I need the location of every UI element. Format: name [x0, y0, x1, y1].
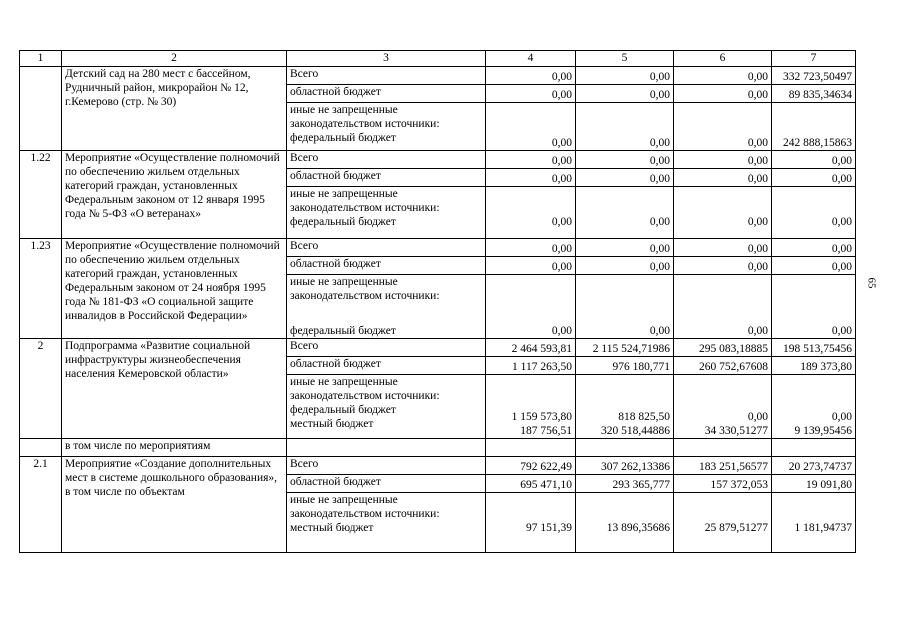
source-label: областной бюджет — [287, 257, 486, 275]
row-number: 2 — [20, 339, 62, 439]
value-cell: 0,00 — [674, 275, 772, 339]
value-cell: 0,00 — [674, 169, 772, 187]
value-cell: 25 879,51277 — [674, 493, 772, 553]
value-cell: 97 151,39 — [486, 493, 576, 553]
source-label-multi — [287, 103, 486, 151]
source-label: местный бюджет — [290, 418, 374, 431]
value-cell: 0,00 — [747, 410, 768, 423]
value-cell: 1 181,94737 — [772, 493, 856, 553]
value-cell: 0,00 — [772, 257, 856, 275]
value-cell: 0,00 — [772, 169, 856, 187]
value-cell: 0,00 — [674, 103, 772, 151]
header-cell: 4 — [486, 51, 576, 67]
value-cell: 2 115 524,71986 — [576, 339, 674, 357]
value-cell-pair — [674, 375, 772, 439]
source-label-multi — [287, 375, 486, 439]
source-label: федеральный бюджет — [290, 324, 396, 337]
source-label: областной бюджет — [287, 475, 486, 493]
value-cell: 19 091,80 — [772, 475, 856, 493]
value-cell-pair — [576, 375, 674, 439]
value-cell: 0,00 — [772, 151, 856, 169]
header-cell: 2 — [62, 51, 287, 67]
source-label-multi — [287, 187, 486, 239]
source-label: Всего — [287, 67, 486, 85]
value-cell-pair — [486, 375, 576, 439]
value-cell: 13 896,35686 — [576, 493, 674, 553]
source-label: Всего — [287, 457, 486, 475]
source-label-multi — [287, 493, 486, 553]
empty-cell — [20, 439, 62, 457]
value-cell: 198 513,75456 — [772, 339, 856, 357]
value-cell: 0,00 — [674, 85, 772, 103]
value-cell: 0,00 — [486, 187, 576, 239]
value-cell: 0,00 — [576, 67, 674, 85]
header-cell: 1 — [20, 51, 62, 67]
value-cell: 0,00 — [486, 275, 576, 339]
value-cell: 0,00 — [674, 67, 772, 85]
header-cell: 3 — [287, 51, 486, 67]
value-cell: 9 139,95456 — [794, 424, 852, 437]
header-cell: 7 — [772, 51, 856, 67]
table-row — [20, 339, 856, 357]
table-row — [20, 67, 856, 85]
source-label: федеральный бюджет — [290, 132, 396, 145]
row-number: 2.1 — [20, 457, 62, 553]
value-cell: 293 365,777 — [576, 475, 674, 493]
value-cell: 34 330,51277 — [704, 424, 768, 437]
value-cell: 187 756,51 — [520, 424, 572, 437]
value-cell: 0,00 — [576, 275, 674, 339]
value-cell: 0,00 — [486, 67, 576, 85]
value-cell: 818 825,50 — [618, 410, 670, 423]
value-cell: 0,00 — [772, 187, 856, 239]
value-cell: 0,00 — [674, 257, 772, 275]
value-cell: 0,00 — [486, 85, 576, 103]
value-cell: 332 723,50497 — [772, 67, 856, 85]
source-label: областной бюджет — [287, 169, 486, 187]
row-number — [20, 67, 62, 151]
value-cell: 0,00 — [831, 410, 852, 423]
note-text: в том числе по мероприятиям — [62, 439, 287, 457]
source-label: иные не запрещенные законодательством источники: — [290, 276, 440, 303]
row-name: Мероприятие «Осуществление полномочий по обеспечению жильем отдельных категорий граждан, установленных Федеральным законом от 24 ноября 1995 года № 181-ФЗ «О социальной защите инвалидов в Российской Федерации» — [62, 239, 287, 339]
value-cell: 0,00 — [486, 103, 576, 151]
row-name: Мероприятие «Осуществление полномочий по обеспечению жильем отдельных категорий граждан, установленных Федеральным законом от 12 января 1995 года № 5-ФЗ «О ветеранах» — [62, 151, 287, 239]
value-cell: 0,00 — [772, 275, 856, 339]
value-cell: 0,00 — [576, 169, 674, 187]
value-cell: 1 159 573,80 — [511, 410, 572, 423]
source-label-multi — [287, 275, 486, 339]
source-label: иные не запрещенные законодательством источники: — [290, 494, 440, 521]
row-name: Детский сад на 280 мест с бассейном, Рудничный район, микрорайон № 12, г.Кемерово (стр. № 30) — [62, 67, 287, 151]
row-number: 1.23 — [20, 239, 62, 339]
table-row — [20, 439, 856, 457]
source-label: Всего — [287, 239, 486, 257]
source-label: областной бюджет — [287, 85, 486, 103]
source-label: Всего — [287, 151, 486, 169]
page-number: 65 — [865, 277, 878, 289]
source-label: областной бюджет — [287, 357, 486, 375]
value-cell: 0,00 — [576, 257, 674, 275]
value-cell: 295 083,18885 — [674, 339, 772, 357]
value-cell: 0,00 — [576, 187, 674, 239]
value-cell: 242 888,15863 — [772, 103, 856, 151]
source-label: Всего — [287, 339, 486, 357]
empty-cell — [287, 439, 486, 457]
value-cell: 0,00 — [486, 239, 576, 257]
value-cell: 183 251,56577 — [674, 457, 772, 475]
value-cell: 976 180,771 — [576, 357, 674, 375]
source-label: иные не запрещенные законодательством источники: — [290, 104, 440, 131]
value-cell: 189 373,80 — [772, 357, 856, 375]
header-row — [20, 51, 856, 67]
value-cell: 1 117 263,50 — [486, 357, 576, 375]
value-cell: 320 518,44886 — [601, 424, 670, 437]
value-cell: 157 372,053 — [674, 475, 772, 493]
empty-cell — [772, 439, 856, 457]
row-name: Подпрограмма «Развитие социальной инфраструктуры жизнеобеспечения населения Кемеровской области» — [62, 339, 287, 439]
value-cell: 260 752,67608 — [674, 357, 772, 375]
value-cell: 0,00 — [674, 151, 772, 169]
source-label: местный бюджет — [290, 522, 374, 535]
source-label: федеральный бюджет — [290, 404, 396, 417]
source-label: иные не запрещенные законодательством источники: — [290, 188, 440, 215]
row-name: Мероприятие «Создание дополнительных мест в системе дошкольного образования», в том числе по объектам — [62, 457, 287, 553]
value-cell: 0,00 — [576, 85, 674, 103]
value-cell: 0,00 — [576, 151, 674, 169]
header-cell: 5 — [576, 51, 674, 67]
value-cell: 695 471,10 — [486, 475, 576, 493]
header-cell: 6 — [674, 51, 772, 67]
value-cell: 0,00 — [486, 169, 576, 187]
value-cell: 307 262,13386 — [576, 457, 674, 475]
empty-cell — [576, 439, 674, 457]
table-row — [20, 457, 856, 475]
empty-cell — [674, 439, 772, 457]
value-cell: 0,00 — [486, 151, 576, 169]
source-label: иные не запрещенные законодательством источники: — [290, 376, 440, 403]
table-row — [20, 151, 856, 169]
table-row — [20, 239, 856, 257]
value-cell: 792 622,49 — [486, 457, 576, 475]
empty-cell — [486, 439, 576, 457]
value-cell: 0,00 — [674, 239, 772, 257]
value-cell: 0,00 — [576, 103, 674, 151]
value-cell: 0,00 — [772, 239, 856, 257]
source-label: федеральный бюджет — [290, 216, 396, 229]
value-cell: 89 835,34634 — [772, 85, 856, 103]
value-cell: 0,00 — [674, 187, 772, 239]
value-cell-pair — [772, 375, 856, 439]
value-cell: 2 464 593,81 — [486, 339, 576, 357]
value-cell: 0,00 — [486, 257, 576, 275]
budget-table — [19, 50, 856, 553]
row-number: 1.22 — [20, 151, 62, 239]
value-cell: 20 273,74737 — [772, 457, 856, 475]
value-cell: 0,00 — [576, 239, 674, 257]
